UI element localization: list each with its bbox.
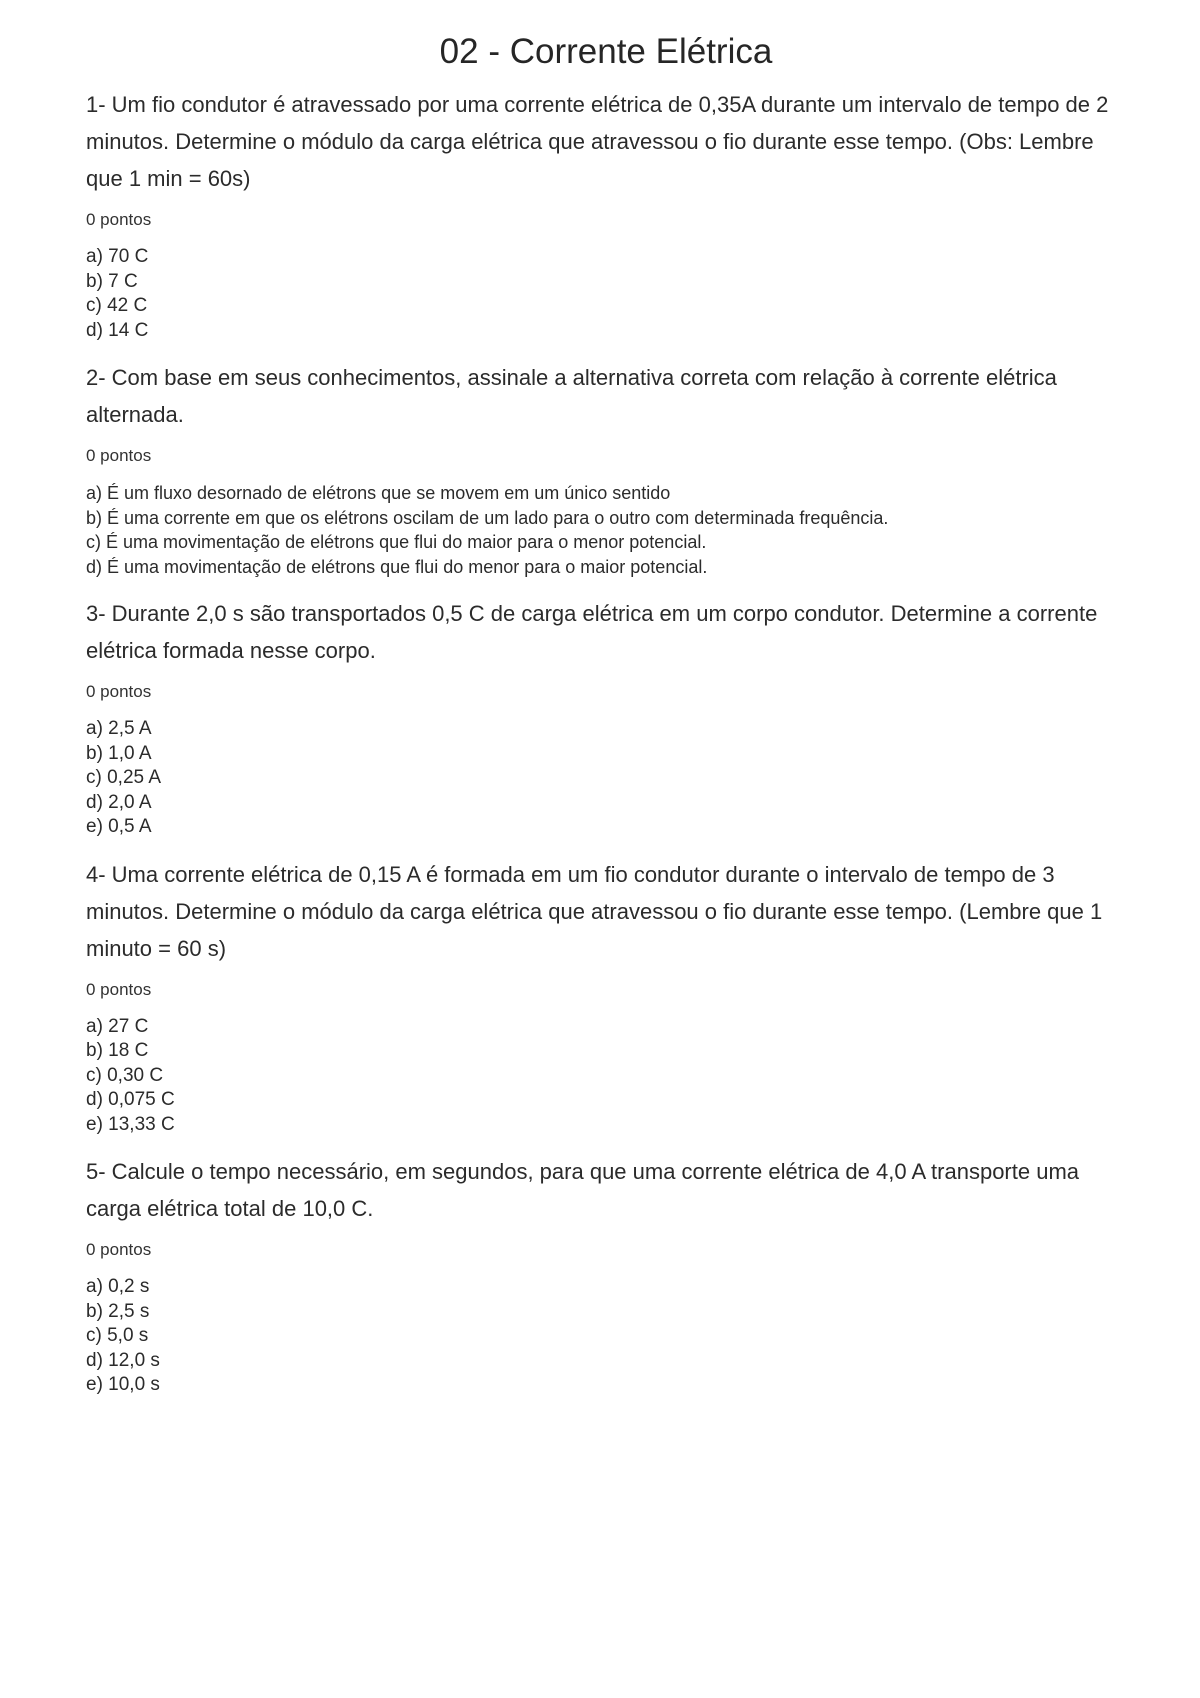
- question-points: 0 pontos: [86, 979, 152, 999]
- option-b: b) É uma corrente em que os elétrons oscilam de um lado para o outro com determinada frequência.: [86, 507, 889, 528]
- question-points: 0 pontos: [86, 1240, 152, 1259]
- option-a: a) 2,5 A: [86, 718, 152, 739]
- question-4: [86, 856, 1126, 1138]
- option-c: c) 5,0 s: [86, 1325, 149, 1346]
- option-c: c) 0,25 A: [86, 767, 161, 788]
- option-c: c) 42 C: [86, 295, 148, 316]
- question-5: [86, 1153, 1126, 1398]
- option-b: b) 2,5 s: [86, 1300, 150, 1322]
- question-text: 4- Uma corrente elétrica de 0,15 A é formada em um fio condutor durante o intervalo de tempo de 3 minutos. Determine o módulo da carga elétrica que atravessou o fio durante esse tempo. (Lembre que 1 minuto = 60 s): [86, 861, 1103, 961]
- option-d: d) 2,0 A: [86, 791, 152, 813]
- option-b: b) 7 C: [86, 270, 138, 292]
- option-c: c) É uma movimentação de elétrons que flui do maior para o menor potencial.: [86, 532, 707, 552]
- question-1: [86, 86, 1126, 343]
- option-e: e) 13,33 C: [86, 1113, 175, 1135]
- question-text: 2- Com base em seus conhecimentos, assinale a alternativa correta com relação à corrente elétrica alternada.: [86, 365, 1057, 427]
- option-b: b) 18 C: [86, 1040, 149, 1061]
- option-a: a) 70 C: [86, 246, 149, 267]
- question-3: [86, 595, 1126, 840]
- options-list: [86, 245, 1126, 343]
- option-c: c) 0,30 C: [86, 1064, 164, 1086]
- question-points: 0 pontos: [86, 682, 152, 701]
- option-e: e) 0,5 A: [86, 816, 152, 837]
- question-2: [86, 359, 1126, 579]
- option-d: d) É uma movimentação de elétrons que flui do menor para o maior potencial.: [86, 556, 708, 577]
- question-text: 1- Um fio condutor é atravessado por uma corrente elétrica de 0,35A durante um intervalo de tempo de 2 minutos. Determine o módulo da carga elétrica que atravessou o fio durante esse tempo. (Obs: Lembre que 1 min = 60s): [86, 92, 1109, 191]
- option-d: d) 14 C: [86, 319, 149, 341]
- question-text: 5- Calcule o tempo necessário, em segundos, para que uma corrente elétrica de 4,0 A transporte uma carga elétrica total de 10,0 C.: [86, 1159, 1080, 1221]
- option-a: a) É um fluxo desornado de elétrons que se movem em um único sentido: [86, 483, 671, 503]
- options-list: [86, 1015, 1126, 1138]
- option-a: a) 27 C: [86, 1015, 149, 1037]
- page-title: 02 - Corrente Elétrica: [439, 32, 773, 71]
- option-a: a) 0,2 s: [86, 1276, 150, 1297]
- option-d: d) 12,0 s: [86, 1349, 160, 1371]
- question-points: 0 pontos: [86, 210, 152, 229]
- option-d: d) 0,075 C: [86, 1089, 175, 1110]
- options-list: [86, 481, 1126, 579]
- document-page: [86, 28, 1126, 1414]
- option-e: e) 10,0 s: [86, 1374, 160, 1395]
- question-points: 0 pontos: [86, 446, 152, 465]
- options-list: [86, 1275, 1126, 1398]
- option-b: b) 1,0 A: [86, 742, 152, 764]
- options-list: [86, 717, 1126, 840]
- question-text: 3- Durante 2,0 s são transportados 0,5 C de carga elétrica em um corpo condutor. Determine a corrente elétrica formada nesse corpo.: [86, 601, 1098, 663]
